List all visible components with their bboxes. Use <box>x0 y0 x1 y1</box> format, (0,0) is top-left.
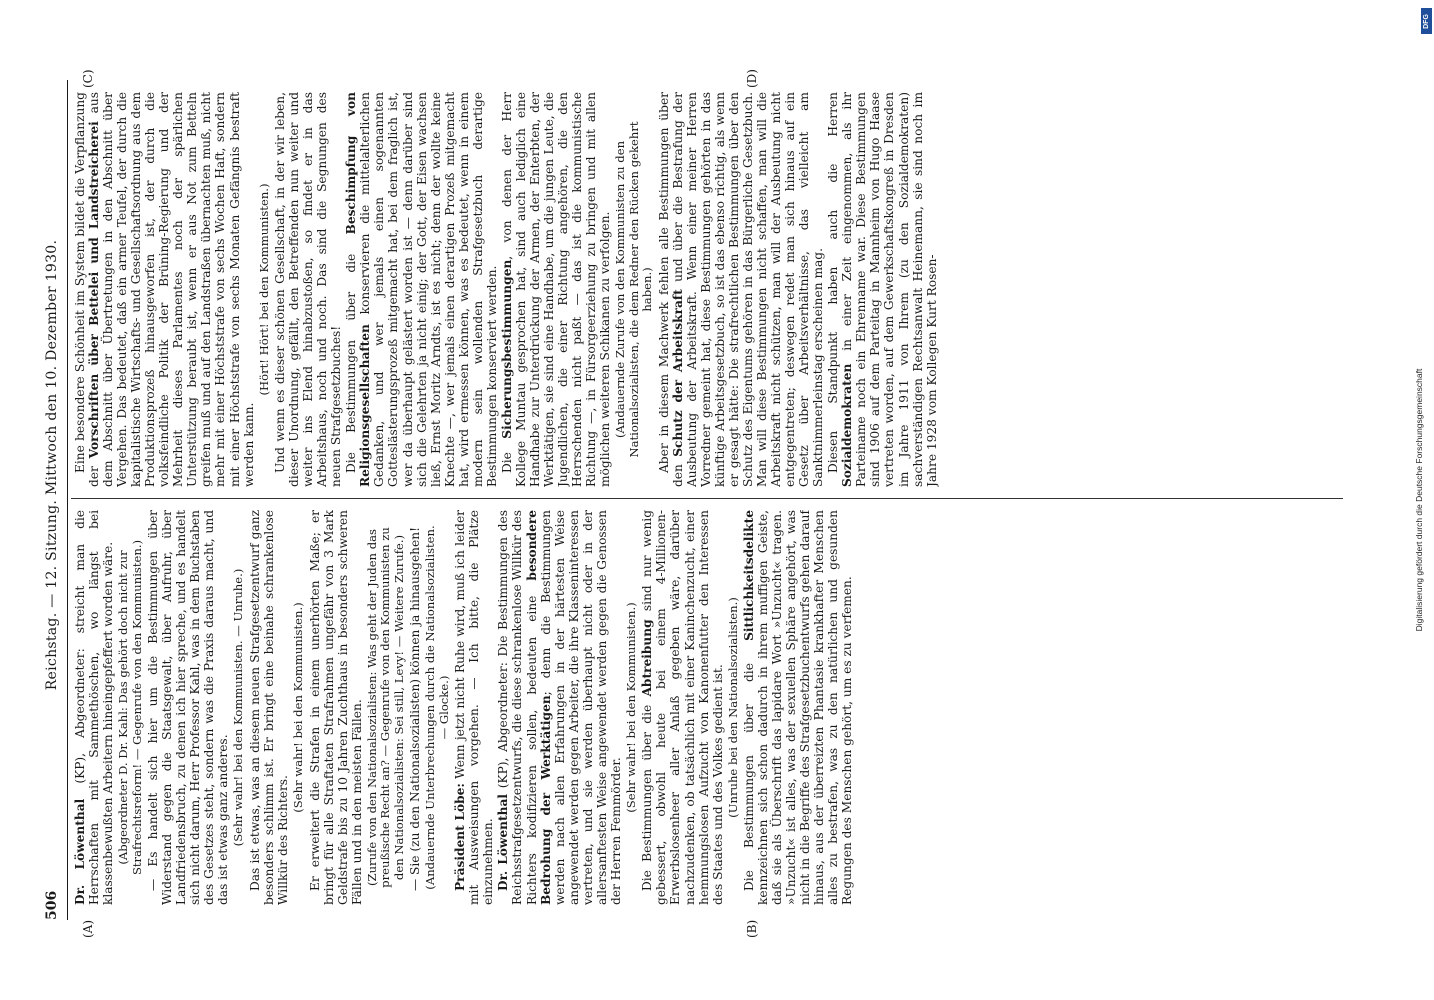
speaker-name: Dr. Löwenthal <box>73 798 87 905</box>
emphasized-phrase: Sozialdemokraten <box>840 363 855 487</box>
paragraph <box>826 92 938 487</box>
paragraph-text: Die Bestimmungen über die <box>344 234 359 473</box>
paragraph-text: Wenn jetzt nicht Ruhe wird, muß ich leider mit Ausweisungen vorgehen. — Ich bitte, die Plätze einzunehmen. <box>453 510 496 905</box>
paragraph-text: Diesen Standpunkt haben auch die Herren <box>826 92 841 473</box>
paragraph-text: kennzeichnen sich schon dadurch in ihrem muffigen Geiste, daß sie als Überschrift das lapidare Wort »Unzucht« tragen. »Unzucht« ist alles, was der sexuellen Sphäre angehört, was nicht in die Begriffe des Strafgesetzbuchentwurfs gehen darauf hinaus, aus der überreizten Phantasie krankhafter Menschen alles zu bestrafen, was zu den natürlichen und gesunden Regungen des Menschen gehört, um es zu verfemen. <box>756 510 855 905</box>
paragraph-text: (KP), Abgeordneter: Die Bestimmungen des Reichsstrafgesetzentwurfs, die diese schrankenlose Willkür des Richters kodifizieren sollen, bedeuten eine <box>496 510 539 905</box>
paragraph-text: Eine besondere Schönheit im System bildet die Verpflanzung der <box>73 92 102 487</box>
paragraph-text: Die Bestimmungen über die <box>640 696 655 891</box>
paragraph-text: sind nur wenig gebessert, obwohl heute bei einem 4-Millionen-Erwerbslosenheer aller Anlaß gegeben wäre, darüber nachzudenken, ob tatsächlich mit einer Kaninchenzucht, einer hemmungslosen Aufzucht von Kanonenfutter den Interessen des Staates und des Volkes gedient ist. <box>640 510 725 905</box>
interjection: (Unruhe bei den Nationalsozialisten.) <box>725 597 740 818</box>
paragraph <box>344 92 499 487</box>
paragraph <box>657 92 826 487</box>
interjection: (Sehr wahr! bei den Kommunisten.) <box>623 602 638 813</box>
interjection: (Zurufe von den Nationalsozialisten: Was geht der Juden das preußische Recht an? — Gegenrufe von den Kommunisten zu den Nationalsozialisten: Sei still, Levy! — Weitere Zurufe.) <box>364 527 406 888</box>
margin-letter-c: (C) <box>81 69 95 88</box>
interjection: (Hört! Hört! bei den Kommunisten.) <box>256 183 271 396</box>
margin-letter-d: (D) <box>745 69 759 88</box>
paragraph-text: Aber in diesem Machwerk fehlen alle Bestimmungen über den <box>656 92 685 487</box>
paragraph-text: und über die Bestrafung der Ausbeutung der Arbeitskraft. Wenn einer meiner Herren Vorredner gemeint hat, diese Bestimmungen gehörten in das künftige Arbeitsgesetzbuch, so ist das ebenso richtig, als wenn er gesagt hätte: Die strafrechtlichen Bestimmungen über den Schutz des Eigentums gehören in das Bürgerliche Gesetzbuch. Man will diese Bestimmungen nicht schaffen, man will die Arbeitskraft nicht schützen, man will der Ausbeutung nicht entgegentreten; deswegen redet man sich hinaus auf ein Gesetz über Arbeitsverhältnisse, das vielleicht am Sanktnimmerleinstag erscheinen mag. <box>670 92 826 487</box>
digitization-credit-text: Digitalisierung gefördert durch die Deutsche Forschungsgemeinschaft <box>1414 368 1424 632</box>
margin-letter-b: (B) <box>745 919 759 938</box>
paragraph: — Es handelt sich hier um die Bestimmungen über Widerstand gegen die Staatsgewalt, über Aufruhr, über Landfriedensbruch, zu denen ich hier spreche, und es handelt sich nicht darum, Herr Professor Kahl, was in dem Buchstaben des Gesetzes steht, sondern was die Praxis daraus macht, und das ist etwas ganz anderes. <box>146 510 231 905</box>
paragraph-text: ; denn die Bestimmungen werden nach allen Erfahrungen in der härtesten Weise angewendet werden gegen Arbeiter, die ihre Klasseninteressen vertreten, und sie werden überhaupt nicht oder in der allersanftesten Weise angewendet werden gegen die Genossen der Herren Femmörder. <box>538 510 623 905</box>
dfg-logo <box>1421 8 1432 34</box>
interjection: (Abgeordneter D. Dr. Kahl: Das gehört doch nicht zur Strafrechtsreform! — Gegenrufe von den Kommunisten.) <box>116 539 144 876</box>
emphasized-phrase: Beschimpfung von Religionsgesellschaften <box>344 92 373 487</box>
paragraph <box>453 510 495 905</box>
right-column <box>73 92 1343 487</box>
paragraph-text: (KP), Abgeordneter: streicht man die Herrschaften mit Sammethöschen, wo längst bei klassenbewußten Arbeitern hineingepfeffert worden wäre. <box>73 510 116 905</box>
margin-letter-a: (A) <box>81 919 95 938</box>
paragraph-text: aus dem Abschnitt über Übertretungen in den Abschnitt über Vergehen. Das bedeutet, daß ein armer Teufel, der durch die kapitalistische Wirtschafts- und Gesellschaftsordnung aus dem Produktionsprozeß hinausgeworfen ist, der durch die volksfeindliche Politik der Brüning-Regierung und der Mehrheit dieses Parlamentes noch der spärlichen Unterstützung beraubt ist, wenn er aus Not zum Betteln greifen muß und auf den Landstraßen übernachten muß, nicht mehr mit einer Höchststrafe von sechs Wochen Haft, sondern mit einer Höchststrafe von sechs Monaten Gefängnis bestraft werden kann. <box>87 92 256 487</box>
paragraph: Und wenn es dieser schönen Gesellschaft, in der wir leben, dieser Unordnung, gefällt, den Betreffenden nun weiter und weiter ins Elend hinabzustoßen, so findet er in das Arbeitshaus, noch und noch. Das sind die Segnungen des neuen Strafgesetzbuches! <box>273 92 344 487</box>
paragraph-text: Die <box>499 438 514 473</box>
paragraph-text: Die Bestimmungen über die <box>742 640 757 891</box>
interjection: (Andauernde Zurufe von den Kommunisten zu den Nationalsozialisten, die dem Redner den Rücken gekehrt haben.) <box>613 121 655 458</box>
paragraph-text: in einer Zeit eingenommen, als ihr Parteiname noch ein Ehrenname war. Diese Bestimmungen sind 1906 auf dem Parteitag in Mannheim von Hugo Haase vertreten worden, auf dem Gewerkschaftskongreß in Dresden im Jahre 1911 von Ihrem (zu den Sozialdemokraten) sachverständigen Rechtsanwalt Heinemann, sie sind noch im Jahre 1928 vom Kollegen Kurt Rosen- <box>840 92 939 487</box>
paragraph-text: , von denen der Herr Kollege Muntau gesprochen hat, sind auch lediglich eine Handhabe zur Unterdrückung der Armen, der Enterbten, der Werktätigen, sie sind eine Handhabe, um die jungen Leute, die Jugendlichen, die einer Richtung angehören, die den Herrschenden nicht paßt — das ist die kommunistische Richtung —, in Fürsorgeerziehung zu bringen und mit allen möglichen weiteren Schikanen zu verfolgen. <box>499 92 613 487</box>
paragraph <box>73 510 115 905</box>
emphasized-phrase: Sicherungsbestimmungen <box>499 259 514 439</box>
emphasized-phrase: Schutz der Arbeitskraft <box>670 289 685 457</box>
left-column <box>73 510 1343 905</box>
paragraph-text: konservieren die mittelalterlichen Gedanken, und wer jemals einen sogenannten Gotteslästerungsprozeß mitgemacht hat, bei dem fraglich ist, wer da überhaupt gelästert worden ist — denn darüber sind sich die Gelehrten ja nicht einig; der Gott, der Eisen wachsen ließ, Ernst Moritz Arndts, ist es nicht; denn der wollte keine Knechte —, wer jemals einen derartigen Prozeß mitgemacht hat, wird ermessen können, was es bedeutet, wenn in einem modern sein wollenden Strafgesetzbuch derartige Bestimmungen konserviert werden. <box>358 92 499 487</box>
emphasized-phrase: Sittlichkeitsdelikte <box>742 510 757 641</box>
emphasized-phrase: Abtreibung <box>640 619 655 697</box>
page-title: Reichstag. — 12. Sitzung. Mittwoch den 10. Dezember 1930. <box>44 239 60 691</box>
paragraph <box>73 92 256 487</box>
paragraph: Er erweitert die Strafen in einem unerhörten Maße; er bringt für alle Straftaten Strafrahmen ungefähr von 3 Mark Geldstrafe bis zu 10 Jahren Zuchthaus in besonders schweren Fällen und in den meisten Fällen. <box>307 510 364 905</box>
interjection: (Sehr wahr! bei den Kommunisten.) <box>291 602 306 813</box>
paragraph <box>742 510 854 905</box>
interjection: (Andauernde Unterbrechungen durch die Nationalsozialisten. — Glocke.) <box>423 525 451 890</box>
speaker-name: Dr. Löwenthal <box>496 793 511 891</box>
paragraph <box>496 510 622 905</box>
speaker-name: Präsident Löbe: <box>453 783 468 891</box>
page-header <box>45 80 68 920</box>
emphasized-phrase: besondere Bedrohung der Werktätigen <box>524 510 553 905</box>
paragraph: Das ist etwas, was an diesem neuen Strafgesetzentwurf ganz besonders schlimm ist. Er bringt eine beinahe schrankenlose Willkür des Richters. <box>247 510 291 905</box>
paragraph <box>500 92 612 487</box>
digitization-credit <box>1412 250 1426 750</box>
rotated-newspaper-page <box>45 60 1355 940</box>
page-number: 506 <box>44 890 60 920</box>
paragraph: — Sie (zu den Nationalsozialisten) können ja hinausgehen! <box>408 527 423 891</box>
paragraph <box>640 510 724 905</box>
emphasized-phrase: Vorschriften über Bettelei und Landstreicherei <box>87 121 102 459</box>
column-divider <box>71 498 1343 499</box>
interjection: (Sehr wahr! bei den Kommunisten. — Unruhe.) <box>231 568 246 847</box>
dfg-logo-text: DFG <box>1423 13 1430 29</box>
